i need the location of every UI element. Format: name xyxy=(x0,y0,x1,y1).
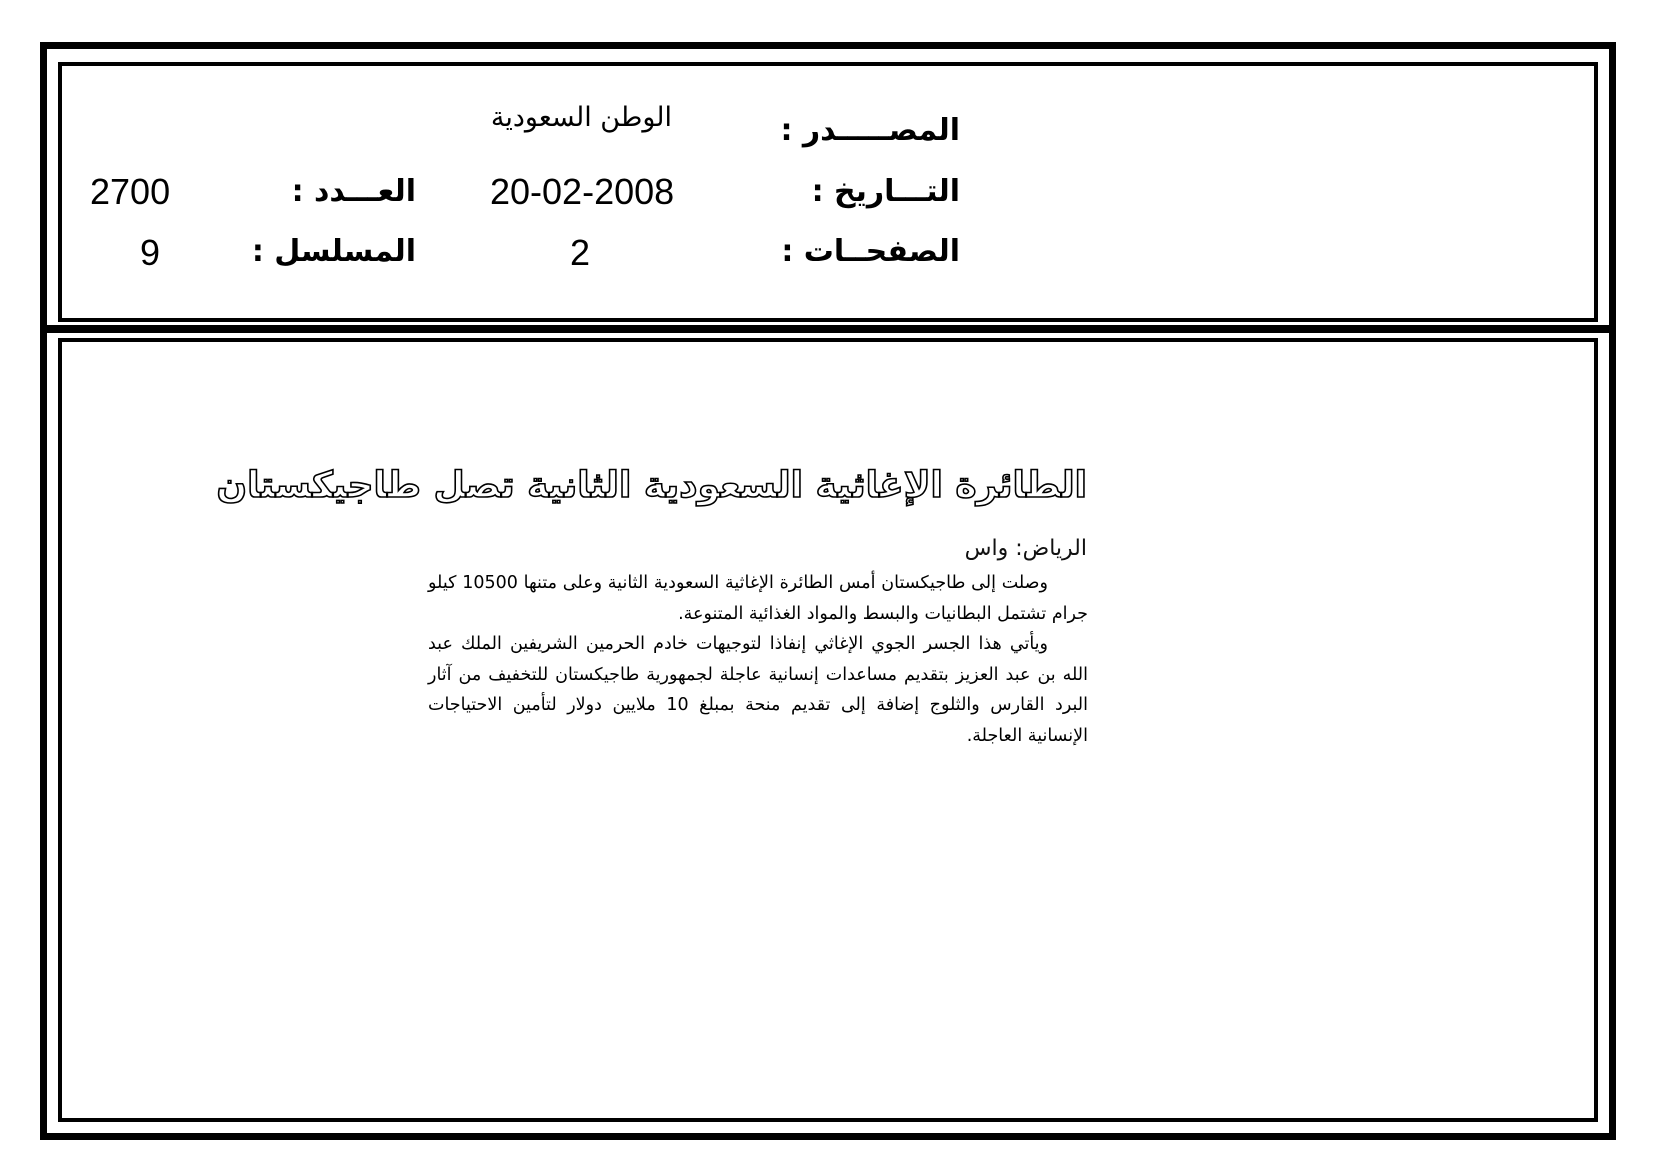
issue-value: 2700 xyxy=(90,171,171,212)
serial-label: المسلسل : xyxy=(251,234,416,269)
date-value: 20-02-2008 xyxy=(490,171,675,212)
article-paragraph: وصلت إلى طاجيكستان أمس الطائرة الإغاثية السعودية الثانية وعلى متنها 10500 كيلو جرام تشتمل البطانيات والبسط والمواد الغذائية المتنوعة. xyxy=(428,573,1088,624)
article-headline: الطائرة الإغاثية السعودية الثانية تصل طاجيكستان xyxy=(216,465,1087,506)
separator-rule xyxy=(40,325,1616,333)
article-dateline: الرياض: واس xyxy=(964,536,1087,561)
source-label: المصـــــدر : xyxy=(780,113,960,148)
pages-label: الصفحــات : xyxy=(781,234,960,269)
source-value: الوطن السعودية xyxy=(490,102,672,133)
issue-label: العـــدد : xyxy=(291,174,416,209)
pages-value: 2 xyxy=(570,232,591,273)
date-label: التـــاريخ : xyxy=(811,174,960,209)
article-paragraph: ويأتي هذا الجسر الجوي الإغاثي إنفاذا لتوجيهات خادم الحرمين الشريفين الملك عبد الله بن عبد العزيز بتقديم مساعدات إنسانية عاجلة لجمهورية طاجيكستان للتخفيف من آثار البرد القارس والثلوج إضافة إلى تقديم منحة بمبلغ 10 ملايين دولار لتأمين الاحتياجات الإنسانية العاجلة. xyxy=(428,634,1088,746)
serial-value: 9 xyxy=(140,232,161,273)
article-body xyxy=(428,568,1088,751)
